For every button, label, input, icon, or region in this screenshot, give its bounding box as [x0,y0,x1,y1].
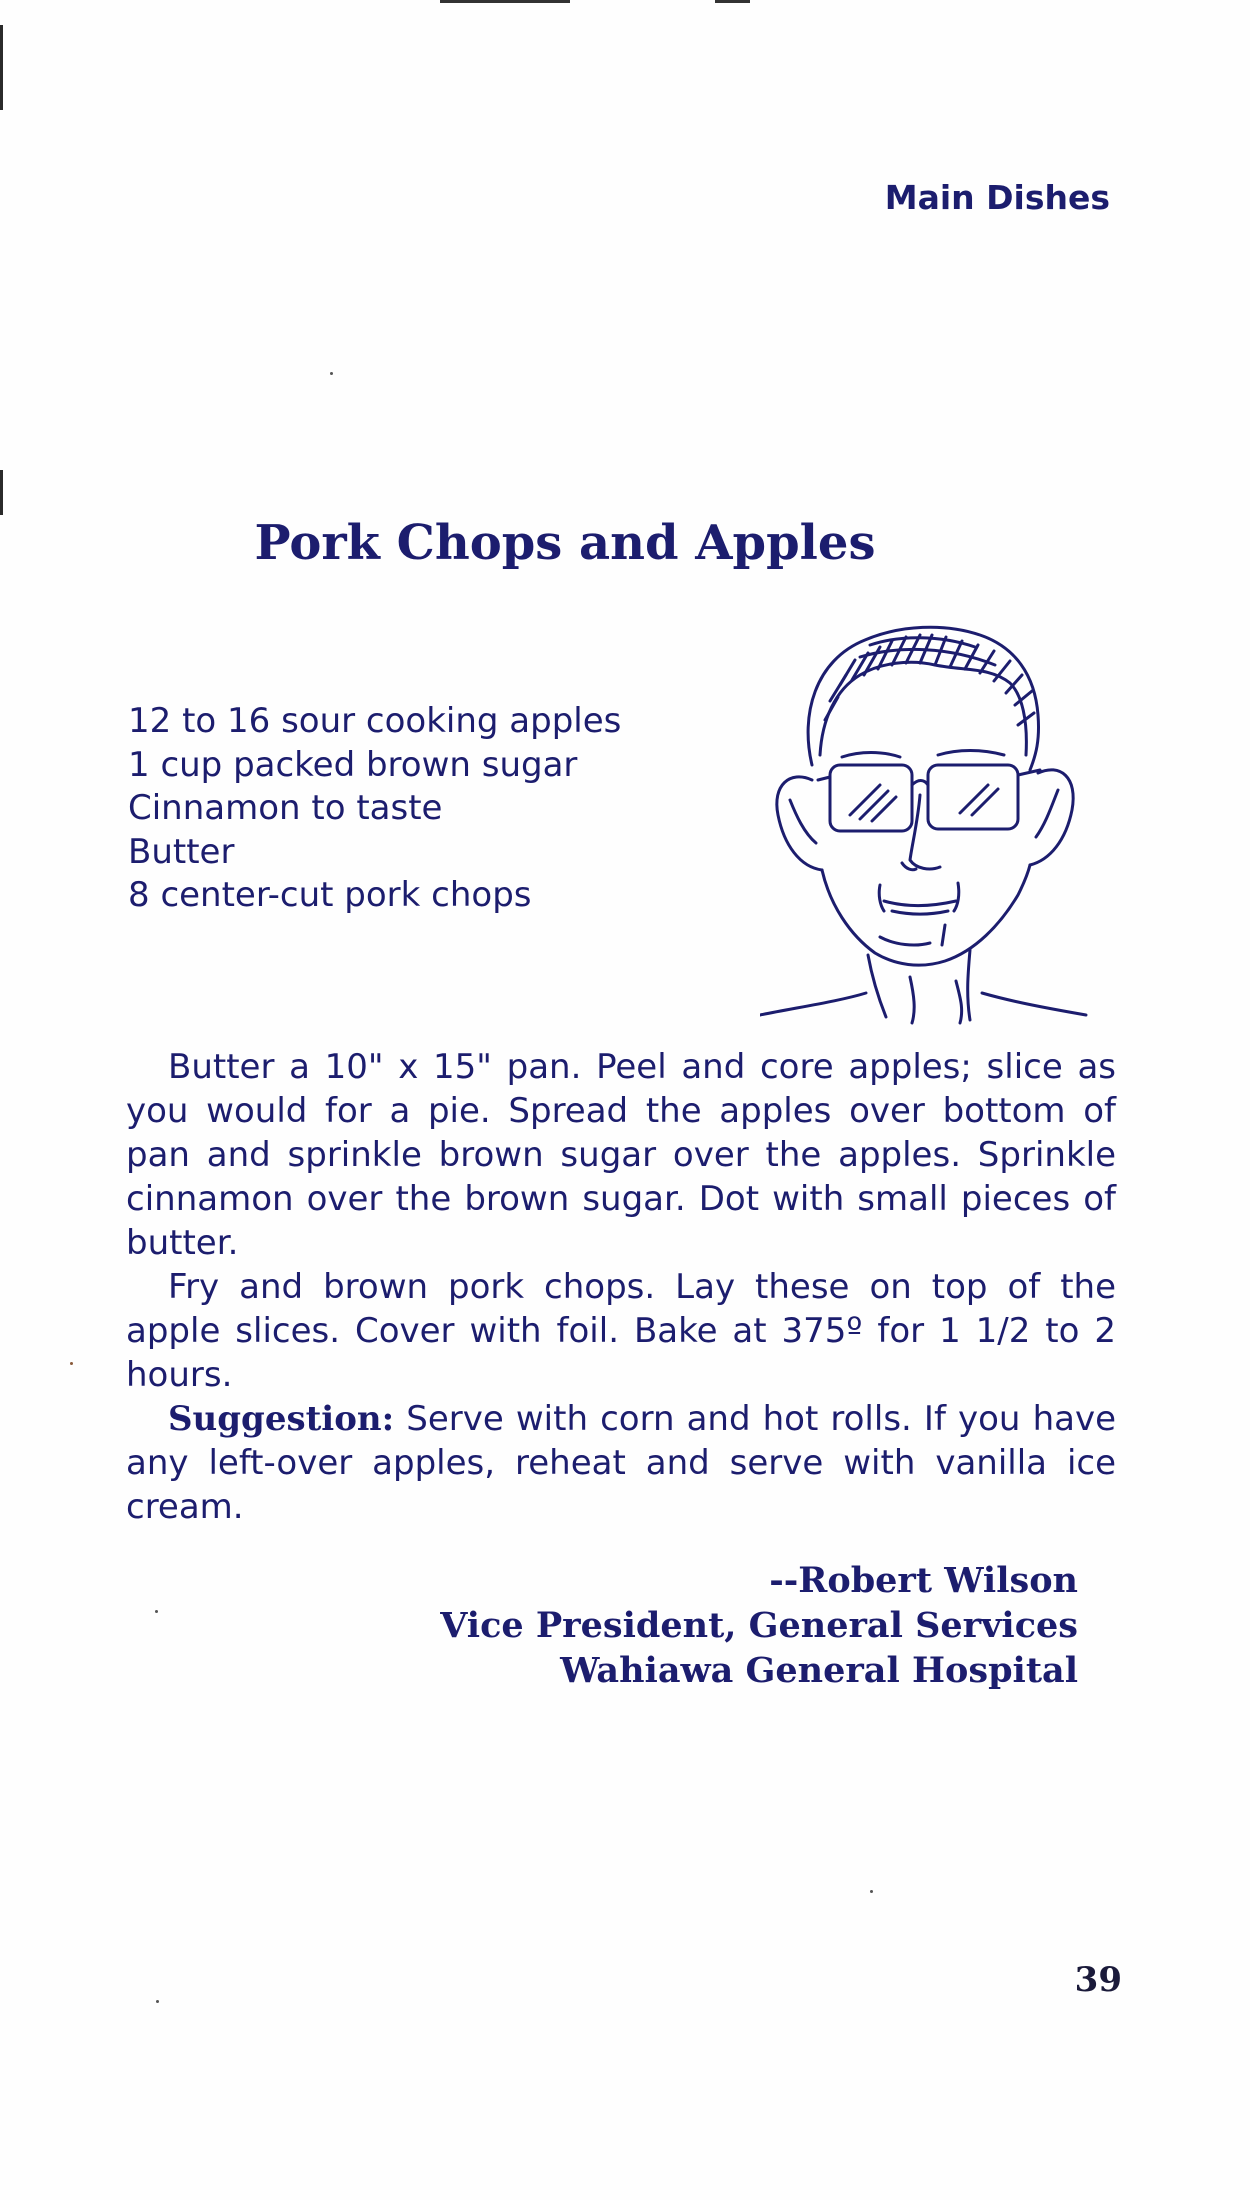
suggestion-paragraph [126,1397,1116,1529]
binding-mark [0,470,3,515]
page-number: 39 [1074,1960,1122,2000]
attribution-position: Vice President, General Services [440,1605,1078,1646]
ingredient-list [128,700,648,918]
top-rule [715,0,750,3]
binding-mark [0,25,3,110]
paper-speck [155,1610,158,1613]
instruction-paragraph: Butter a 10" x 15" pan. Peel and core apples; slice as you would for a pie. Spread the apples over bottom of pan and sprinkle brown sugar over the apples. Sprinkle cinnamon over the brown sugar. Dot with small pieces of butter. [126,1047,1116,1263]
ingredient-item: 12 to 16 sour cooking apples [128,701,622,741]
paper-speck [870,1890,873,1893]
instruction-paragraph: Fry and brown pork chops. Lay these on top of the apple slices. Cover with foil. Bake at 375º for 1 1/2 to 2 hours. [126,1267,1116,1395]
suggestion-text: Serve with corn and hot rolls. If you have any left-over apples, reheat and serve with vanilla ice cream. [126,1399,1116,1527]
recipe-title: Pork Chops and Apples [254,515,876,571]
top-rule [440,0,570,3]
portrait-sketch-icon [760,605,1090,1025]
ingredient-item: Butter [128,831,235,872]
instructions [126,1045,1116,1529]
ingredient-item: 8 center-cut pork chops [128,875,532,915]
attribution [440,1558,1078,1693]
paper-speck [156,2000,159,2003]
ingredient-item: Cinnamon to taste [128,788,443,828]
paper-speck [70,1362,73,1365]
paper-speck [330,372,333,375]
attribution-organization: Wahiawa General Hospital [560,1650,1078,1691]
ingredient-item: 1 cup packed brown sugar [128,744,578,785]
attribution-name: --Robert Wilson [769,1560,1078,1601]
suggestion-label: Suggestion: [168,1399,395,1439]
section-header: Main Dishes [884,178,1110,217]
